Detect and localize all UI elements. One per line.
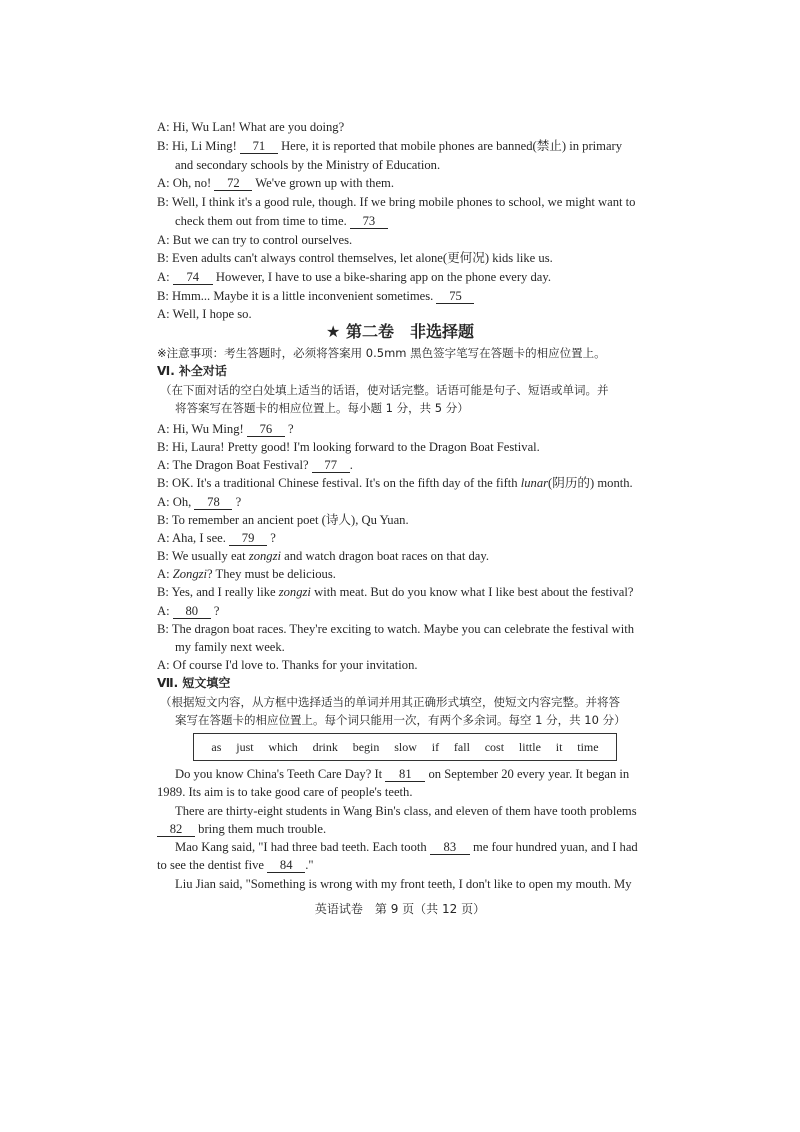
- blank-77: 77: [312, 458, 350, 473]
- word-option: it: [555, 739, 563, 754]
- section-7-instruction: （根据短文内容，从方框中选择适当的单词并用其正确形式填空，使短文内容完整。并将答: [160, 695, 620, 709]
- line-text: ? They must be delicious.: [207, 567, 336, 581]
- passage-line: [157, 821, 326, 837]
- line-text: A: Aha, I see.: [157, 531, 226, 545]
- line-text: B: Hmm... Maybe it is a little inconvenient sometimes.: [157, 289, 434, 303]
- dialogue-line: [157, 475, 633, 491]
- line-text: Do you know China's Teeth Care Day? It: [175, 767, 383, 781]
- blank-74: 74: [173, 270, 213, 285]
- blank-79: 79: [229, 531, 267, 546]
- dialogue-line: [157, 494, 241, 510]
- line-text: with meat. But do you know what I like best about the festival?: [314, 585, 634, 599]
- passage-line: [157, 857, 313, 873]
- section-6-instruction: 将答案写在答题卡的相应位置上。每小题 1 分，共 5 分）: [175, 401, 469, 415]
- line-text: ?: [235, 495, 242, 509]
- line-text: .: [349, 458, 353, 472]
- blank-76: 76: [247, 422, 285, 437]
- dialogue-line: [157, 421, 294, 437]
- dialogue-line: [175, 639, 285, 655]
- line-text: A: Well, I hope so.: [157, 307, 252, 321]
- line-text: A: Oh,: [157, 495, 192, 509]
- line-text: A: Of course I'd love to. Thanks for your invitation.: [157, 658, 418, 672]
- line-text: Zongzi: [172, 567, 208, 581]
- word-option: slow: [394, 739, 417, 754]
- dialogue-line: [157, 512, 409, 528]
- passage-line: [175, 876, 632, 892]
- blank-75: 75: [436, 289, 474, 304]
- dialogue-line: [175, 213, 388, 229]
- line-text: B: Hi, Li Ming!: [157, 139, 237, 153]
- notice-text: ※注意事项：考生答题时，必须将答案用 0.5mm 黑色签字笔写在答题卡的相应位置上。: [157, 346, 606, 360]
- section-heading: ★ 第二卷 非选择题: [326, 322, 474, 341]
- dialogue-line: [157, 603, 220, 619]
- word-option: fall: [453, 739, 470, 754]
- line-text: Here, it is reported that mobile phones are banned(禁止) in primary: [281, 139, 623, 153]
- word-option: begin: [352, 739, 380, 754]
- line-text: B: To remember an ancient poet (诗人), Qu Yuan.: [157, 513, 409, 527]
- line-text: Liu Jian said, "Something is wrong with my front teeth, I don't like to open my mouth. My: [175, 877, 632, 891]
- word-option: as: [211, 739, 222, 754]
- line-text: B: Well, I think it's a good rule, though. If we bring mobile phones to school, we might want to: [157, 195, 636, 209]
- line-text: We've grown up with them.: [255, 176, 395, 190]
- dialogue-line: [157, 194, 635, 210]
- dialogue-line: [157, 657, 418, 673]
- section-6-title: Ⅵ. 补全对话: [157, 364, 227, 378]
- line-text: bring them much trouble.: [198, 822, 327, 836]
- blank-72: 72: [214, 176, 252, 191]
- line-text: A:: [157, 270, 170, 284]
- line-text: B: The dragon boat races. They're exciting to watch. Maybe you can celebrate the festival with: [157, 622, 635, 636]
- line-text: 1989. Its aim is to take good care of people's teeth.: [157, 785, 413, 799]
- passage-line: [175, 803, 637, 819]
- line-text: B: We usually eat: [157, 549, 246, 563]
- blank-78: 78: [194, 495, 232, 510]
- dialogue-line: [157, 621, 634, 637]
- line-text: to see the dentist five: [157, 858, 265, 872]
- line-text: Mao Kang said, "I had three bad teeth. Each tooth: [175, 840, 427, 854]
- line-text: ?: [213, 604, 220, 618]
- line-text: my family next week.: [175, 640, 285, 654]
- dialogue-line: [157, 288, 474, 304]
- blank-83: 83: [430, 840, 470, 855]
- blank-80: 80: [173, 604, 211, 619]
- line-text: zongzi: [248, 549, 282, 563]
- section-6-instruction: （在下面对话的空白处填上适当的话语，使对话完整。话语可能是句子、短语或单词。并: [160, 383, 609, 397]
- line-text: .": [305, 858, 314, 872]
- line-text: B: Hi, Laura! Pretty good! I'm looking forward to the Dragon Boat Festival.: [157, 440, 540, 454]
- dialogue-line: [157, 250, 553, 266]
- blank-73: 73: [350, 214, 388, 229]
- dialogue-line: [157, 269, 551, 285]
- line-text: check them out from time to time.: [175, 214, 347, 228]
- word-option: cost: [484, 739, 505, 754]
- line-text: B: Even adults can't always control themselves, let alone(更何况) kids like us.: [157, 251, 553, 265]
- line-text: on September 20 every year. It began in: [428, 767, 630, 781]
- word-option: little: [518, 739, 541, 754]
- line-text: A: The Dragon Boat Festival?: [157, 458, 309, 472]
- dialogue-line: [157, 457, 353, 473]
- line-text: ?: [288, 422, 294, 436]
- word-option: just: [236, 739, 254, 754]
- line-text: (阴历的) month.: [548, 476, 633, 490]
- dialogue-line: [157, 530, 276, 546]
- dialogue-line: [157, 119, 344, 135]
- blank-82: 82: [157, 822, 195, 837]
- passage-line: [175, 766, 629, 782]
- line-text: me four hundred yuan, and I had: [473, 840, 638, 854]
- dialogue-line: [157, 439, 540, 455]
- word-option: time: [577, 739, 599, 754]
- line-text: There are thirty-eight students in Wang Bin's class, and eleven of them have tooth problems: [175, 804, 637, 818]
- blank-71: 71: [240, 139, 278, 154]
- line-text: ?: [270, 531, 276, 545]
- word-box: [193, 733, 617, 761]
- blank-84: 84: [267, 858, 305, 873]
- dialogue-line: [157, 548, 489, 564]
- line-text: B: Yes, and I really like: [157, 585, 276, 599]
- line-text: A: Oh, no!: [157, 176, 212, 190]
- section-7-instruction: 案写在答题卡的相应位置上。每个词只能用一次，有两个多余词。每空 1 分，共 10 分）: [175, 713, 626, 727]
- line-text: A: Hi, Wu Lan! What are you doing?: [157, 120, 345, 134]
- line-text: A:: [157, 604, 170, 618]
- dialogue-line: [157, 232, 352, 248]
- line-text: A: But we can try to control ourselves.: [157, 233, 353, 247]
- dialogue-line: [157, 306, 252, 322]
- line-text: A:: [157, 567, 170, 581]
- word-option: drink: [312, 739, 338, 754]
- page-footer: 英语试卷 第 9 页（共 12 页）: [314, 902, 486, 916]
- line-text: B: OK. It's a traditional Chinese festival. It's on the fifth day of the fifth: [157, 476, 518, 490]
- blank-81: 81: [385, 767, 425, 782]
- word-option: which: [268, 739, 298, 754]
- line-text: zongzi: [278, 585, 311, 599]
- dialogue-line: [157, 566, 336, 582]
- line-text: and secondary schools by the Ministry of Education.: [175, 158, 441, 172]
- passage-line: [175, 839, 638, 855]
- line-text: A: Hi, Wu Ming!: [157, 422, 244, 436]
- dialogue-line: [157, 584, 633, 600]
- dialogue-line: [175, 157, 440, 173]
- dialogue-line: [157, 175, 394, 191]
- word-option: if: [431, 739, 440, 754]
- passage-line: [157, 784, 412, 800]
- dialogue-line: [157, 138, 622, 154]
- line-text: and watch dragon boat races on that day.: [284, 549, 489, 563]
- section-7-title: Ⅶ. 短文填空: [157, 676, 231, 690]
- line-text: However, I have to use a bike-sharing app on the phone every day.: [215, 270, 551, 284]
- line-text: lunar: [520, 476, 549, 490]
